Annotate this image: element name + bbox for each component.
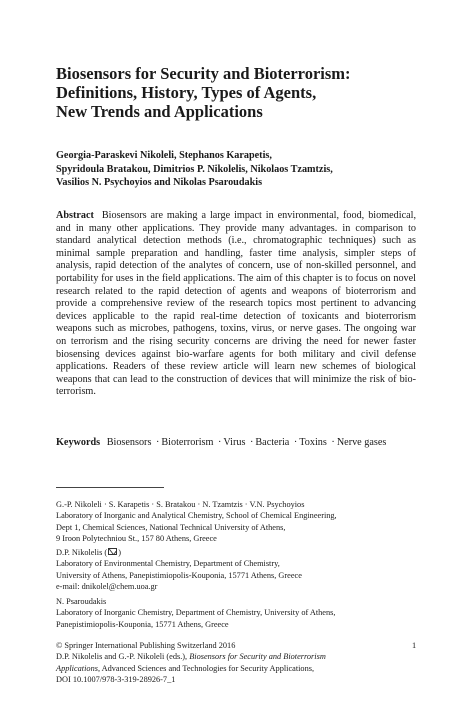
citation-title: Biosensors for Security — [189, 652, 267, 662]
corresponding-author-name: D.P. Nikolelis — [56, 548, 103, 557]
page-number: 1 — [412, 641, 417, 650]
abstract-text: Biosensors are making a large impact in environmental, food, biomedical, and in many other applications. They provide many advantages. in comparison to standard analytical detection methods (i.e., chromatographic techniques) such as minimal sample preparation and handling, faster time analysis, simpler steps of analysis, rapid detection of the analytes of concern, use of non-skilled personnel, and portability for uses in the field applications. The aim of this chapter is to focus on novel research related to the rapid detection of agents and weapons of bioterrorism and provide a comprehensive review of the research topics most pertinent to advancing devices applicable to the rapid real-time detection of toxicants and bioterrorism weapons such as microbes, pathogens, toxins, virus, or nerve gases. The ongoing war on terrorism and the rising security concerns are driving the need for newer faster biosensing devices against bio-warfare agents for both military and civil defense applications. Readers of these review article will learn new schemes of biological weapons that can lead to the construction of devices that will minimize the risk of bio-terrorism. — [56, 210, 416, 398]
citation-line — [56, 663, 416, 674]
doi-line[interactable]: DOI 10.1007/978-3-319-28926-7_1 — [56, 674, 176, 684]
paper-title — [56, 64, 416, 121]
corresponding-author-line: D.P. Nikolelis ( ) — [56, 548, 121, 557]
affiliation-line: N. Psaroudakis — [56, 597, 107, 606]
keyword: · Bacteria — [248, 437, 289, 448]
author-line: Vasilios N. Psychoyios and Nikolas Psaroudakis — [56, 177, 263, 189]
keywords — [56, 437, 416, 450]
abstract — [56, 210, 416, 399]
keywords-label: Keywords — [56, 437, 101, 448]
affiliation-line: Laboratory of Environmental Chemistry, Department of Chemistry, — [56, 559, 280, 569]
citation-footer — [56, 640, 416, 685]
abstract-label: Abstract — [56, 210, 94, 221]
citation-line — [56, 651, 416, 662]
affiliation-line: Laboratory of Inorganic and Analytical Chemistry, School of Chemical Engineering, — [56, 511, 337, 521]
citation-title-end: Applications — [56, 663, 98, 673]
title-line: Biosensors for Security and Bioterrorism: — [56, 64, 351, 83]
keyword: · Toxins — [292, 437, 327, 448]
title-line: Definitions, History, Types of Agents, — [56, 83, 317, 102]
email-line[interactable]: e-mail: dnikolel@chem.uoa.gr — [56, 581, 158, 591]
envelope-icon — [108, 548, 117, 555]
citation-prefix: D.P. Nikolelis and G.-P. Nikoleli (eds.), — [56, 652, 190, 662]
affiliation-line: University of Athens, Panepistimiopolis-Kouponia, 15771 Athens, Greece — [56, 570, 302, 580]
footnote-divider — [56, 487, 164, 488]
keyword: · Nerve gases — [329, 437, 386, 448]
keyword: Biosensors — [106, 437, 152, 448]
affiliation-line: Panepistimiopolis-Kouponia, 15771 Athens, Greece — [56, 619, 229, 629]
affiliation-line: G.-P. Nikoleli · S. Karapetis · S. Bratakou · N. Tzamtzis · V.N. Psychoyios — [56, 500, 305, 509]
citation-rest: , Advanced Sciences and Technologies for Security Applications, — [97, 663, 315, 673]
keyword: · Virus — [216, 437, 245, 448]
affiliation-line: Dept 1, Chemical Sciences, National Technical University of Athens, — [56, 522, 286, 532]
affiliation-block — [56, 547, 416, 592]
keyword: · Bioterrorism — [154, 437, 213, 448]
copyright-line: © Springer International Publishing Switzerland 2016 — [56, 641, 236, 650]
affiliation-block — [56, 499, 416, 544]
citation-title-cont: and Bioterrorism — [266, 652, 326, 662]
author-line: Georgia-Paraskevi Nikoleli, Stephanos Karapetis, — [56, 150, 272, 161]
author-line: Spyridoula Bratakou, Dimitrios P. Nikolelis, Nikolaos Tzamtzis, — [56, 163, 333, 175]
affiliation-line: 9 Iroon Polytechniou St., 157 80 Athens, Greece — [56, 533, 217, 543]
affiliation-block — [56, 596, 416, 630]
author-list — [56, 149, 416, 190]
title-line: New Trends and Applications — [56, 102, 263, 121]
affiliation-line: Laboratory of Inorganic Chemistry, Department of Chemistry, University of Athens, — [56, 608, 336, 618]
